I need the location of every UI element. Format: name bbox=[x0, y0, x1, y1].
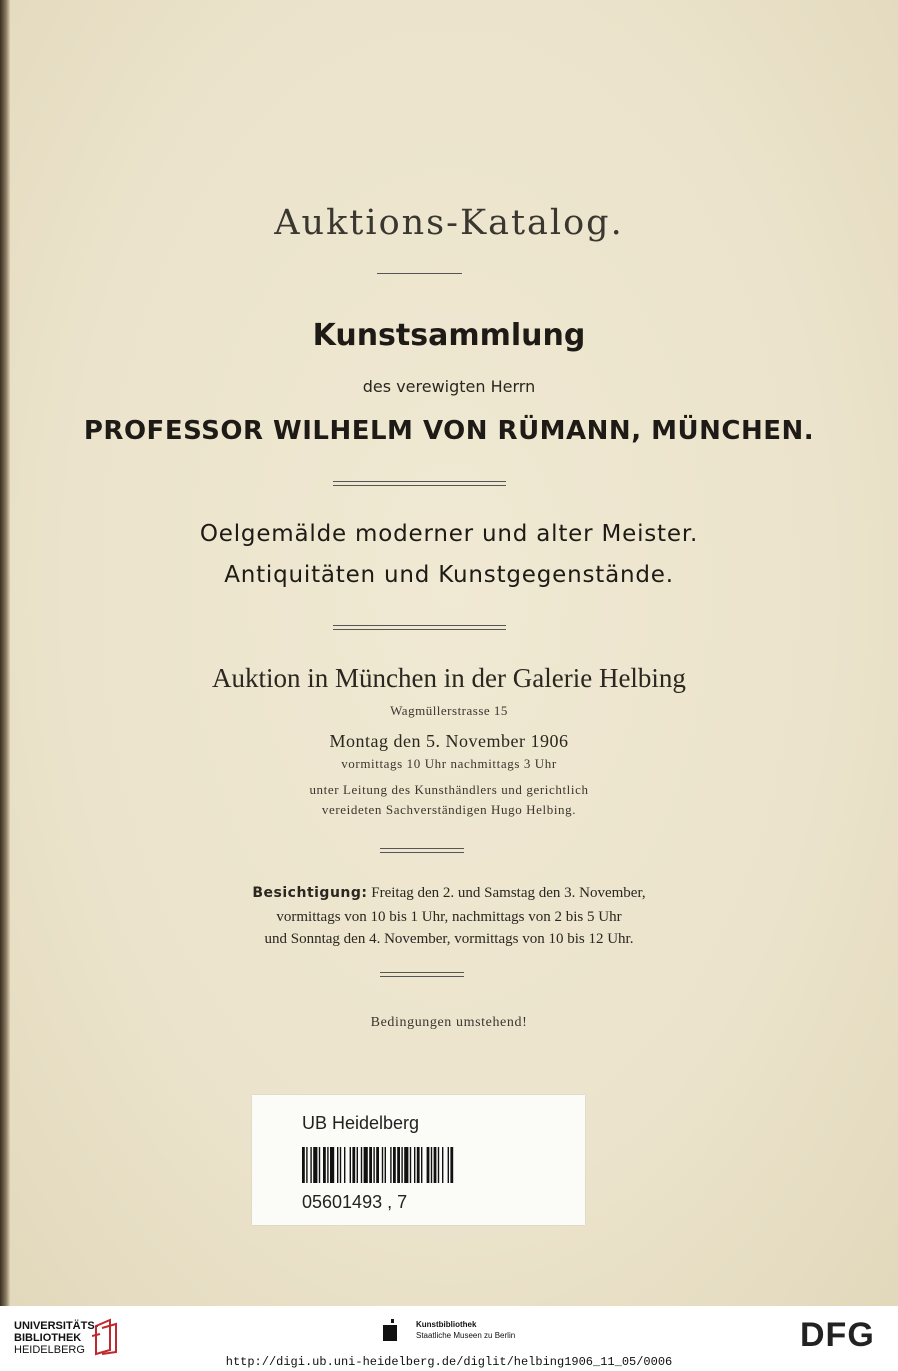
owner-divider bbox=[333, 481, 506, 486]
barcode-bar bbox=[323, 1147, 326, 1183]
barcode-bar bbox=[414, 1147, 415, 1183]
title-divider bbox=[377, 273, 462, 274]
collection-subtitle: des verewigten Herrn bbox=[362, 377, 536, 396]
barcode-bar bbox=[310, 1147, 311, 1183]
barcode-bar bbox=[327, 1147, 328, 1183]
barcode-bar bbox=[382, 1147, 383, 1183]
kunstbibliothek-logo-text bbox=[416, 1319, 515, 1341]
viewing-line-2: vormittags von 10 bis 1 Uhr, nachmittags von 2 bis 5 Uhr bbox=[276, 909, 622, 925]
kb-line-1: Kunstbibliothek bbox=[416, 1320, 477, 1329]
barcode-bar bbox=[361, 1147, 362, 1183]
barcode-bar bbox=[417, 1147, 420, 1183]
direction-line-1: unter Leitung des Kunsthändlers und gerichtlich bbox=[309, 782, 589, 797]
library-barcode-label bbox=[252, 1095, 585, 1225]
barcode-bar bbox=[397, 1147, 400, 1183]
contents-divider bbox=[333, 625, 506, 630]
auction-times: vormittags 10 Uhr nachmittags 3 Uhr bbox=[341, 756, 557, 771]
collection-heading: Kunstsammlung bbox=[312, 318, 586, 353]
contents-line-1: Oelgemälde moderner und alter Meister. bbox=[199, 521, 699, 547]
dfg-logo: DFG bbox=[800, 1316, 875, 1354]
ub-logo-line-1: UNIVERSITÄTS- bbox=[14, 1320, 99, 1332]
barcode-bar bbox=[404, 1147, 408, 1183]
barcode-bar bbox=[438, 1147, 439, 1183]
barcode-bar bbox=[350, 1147, 351, 1183]
viewing-divider bbox=[380, 972, 464, 977]
auction-place: Auktion in München in der Galerie Helbing bbox=[212, 663, 686, 693]
ub-heidelberg-logo-text bbox=[14, 1320, 98, 1356]
barcode-bar bbox=[390, 1147, 391, 1183]
ub-logo-icon bbox=[92, 1316, 122, 1356]
kb-line-2: Staatliche Museen zu Berlin bbox=[416, 1331, 516, 1340]
barcode-bar bbox=[313, 1147, 317, 1183]
barcode-bar bbox=[319, 1147, 320, 1183]
barcode-bar bbox=[385, 1147, 386, 1183]
barcode-bar bbox=[421, 1147, 422, 1183]
barcode-bar bbox=[330, 1147, 334, 1183]
barcode-graphic bbox=[302, 1147, 516, 1183]
ub-logo-line-3: HEIDELBERG bbox=[14, 1344, 85, 1356]
barcode-bar bbox=[340, 1147, 341, 1183]
owner-name: PROFESSOR WILHELM VON RÜMANN, MÜNCHEN. bbox=[83, 416, 815, 446]
catalog-title: Auktions-Katalog. bbox=[274, 203, 624, 243]
library-name: UB Heidelberg bbox=[302, 1113, 420, 1133]
barcode-bar bbox=[302, 1147, 305, 1183]
barcode-bar bbox=[306, 1147, 307, 1183]
barcode-bar bbox=[376, 1147, 379, 1183]
barcode-bar bbox=[448, 1147, 449, 1183]
conditions-note: Bedingungen umstehend! bbox=[370, 1015, 528, 1030]
barcode-bar bbox=[410, 1147, 411, 1183]
barcode-bar bbox=[357, 1147, 358, 1183]
barcode-bar bbox=[450, 1147, 453, 1183]
barcode-bar bbox=[364, 1147, 368, 1183]
barcode-bar bbox=[352, 1147, 355, 1183]
book-spine-shadow bbox=[0, 0, 10, 1306]
ub-logo-line-2: BIBLIOTHEK bbox=[14, 1332, 82, 1344]
barcode-bar bbox=[427, 1147, 430, 1183]
contents-line-2: Antiquitäten und Kunstgegenstände. bbox=[224, 562, 674, 588]
shelfmark-number: 05601493 , 7 bbox=[302, 1192, 408, 1212]
auction-address: Wagmüllerstrasse 15 bbox=[390, 703, 508, 718]
viewing-line-3: und Sonntag den 4. November, vormittags von 10 bis 12 Uhr. bbox=[264, 931, 634, 947]
kunstbibliothek-logo-icon bbox=[383, 1319, 401, 1341]
barcode-bar bbox=[442, 1147, 443, 1183]
barcode-bar bbox=[434, 1147, 437, 1183]
auction-date: Montag den 5. November 1906 bbox=[329, 731, 569, 751]
barcode-bar bbox=[344, 1147, 345, 1183]
direction-divider bbox=[380, 848, 464, 853]
barcode-bar bbox=[337, 1147, 338, 1183]
barcode-bar bbox=[393, 1147, 396, 1183]
barcode-bar bbox=[373, 1147, 374, 1183]
viewing-text-1: Freitag den 2. und Samstag den 3. November, bbox=[371, 885, 646, 901]
viewing-label: Besichtigung: bbox=[252, 885, 368, 901]
viewing-line-1 bbox=[0, 885, 898, 902]
barcode-bar bbox=[431, 1147, 432, 1183]
direction-line-2: vereideten Sachverständigen Hugo Helbing. bbox=[321, 802, 577, 817]
barcode-bar bbox=[401, 1147, 402, 1183]
permalink-url[interactable]: http://digi.ub.uni-heidelberg.de/diglit/helbing1906_11_05/0006 bbox=[225, 1355, 673, 1369]
barcode-bar bbox=[369, 1147, 372, 1183]
